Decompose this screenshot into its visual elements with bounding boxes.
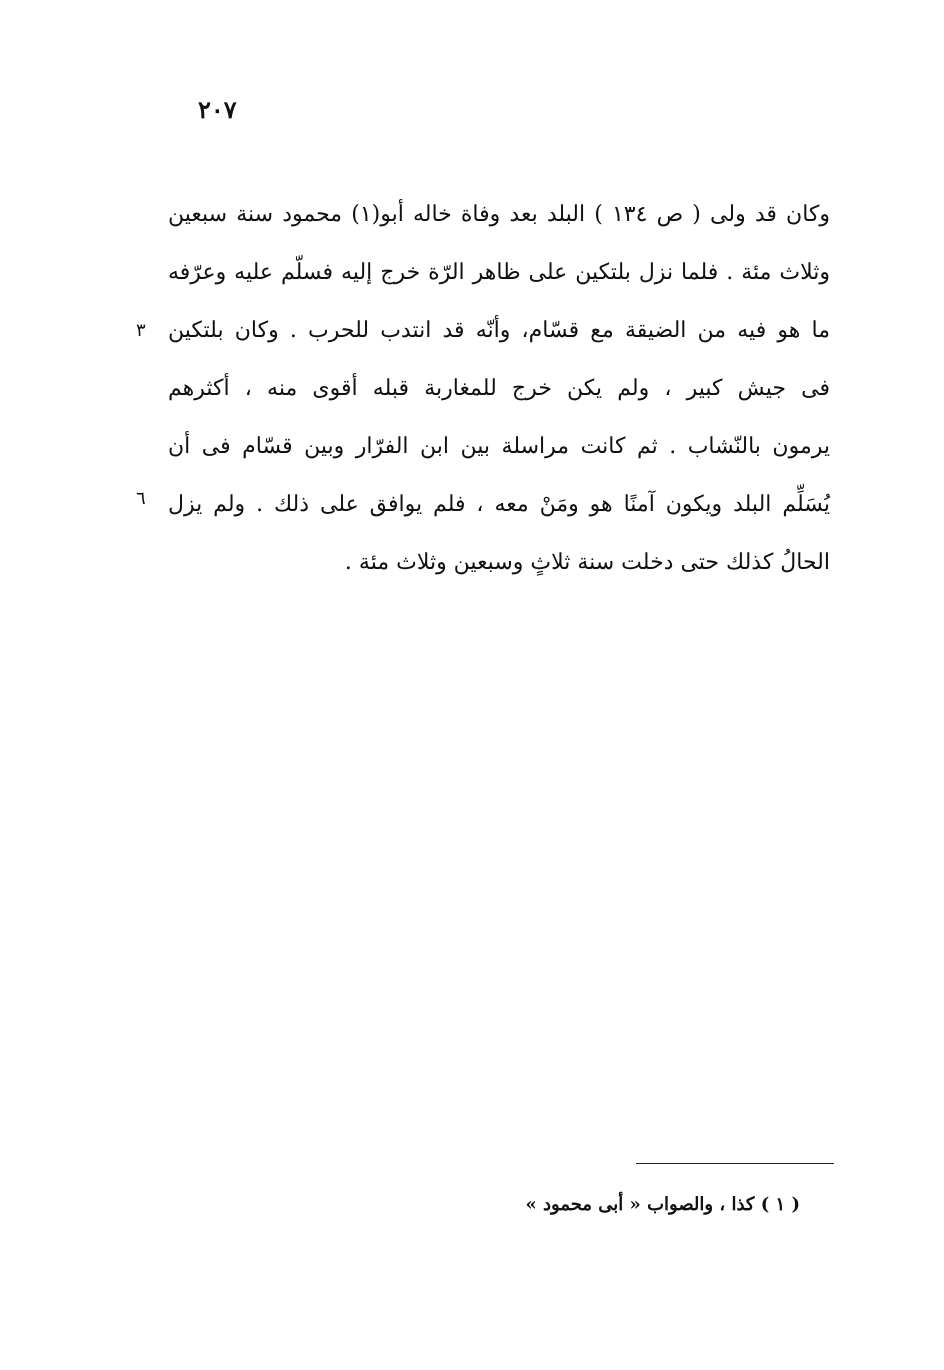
footnote: ( ١ ) كذا ، والصواب « أبى محمود » (525, 1194, 800, 1215)
body-text (168, 186, 830, 592)
text-line: فى جيش كبير ، ولم يكن خرج للمغاربة قبله أقوى منه ، أكثرهم (168, 376, 830, 401)
page-number: ٢٠٧ (198, 95, 237, 124)
text-line: وكان قد ولى ( ص ١٣٤ ) البلد بعد وفاة خاله أبو(١) محمود سنة سبعين (168, 202, 830, 227)
margin-line-number: ٣ (136, 320, 146, 341)
text-line: يُسَلِّم البلد ويكون آمنًا هو ومَنْ معه ، فلم يوافق على ذلك . ولم يزل (168, 492, 830, 517)
text-line: الحالُ كذلك حتى دخلت سنة ثلاثٍ وسبعين وثلاث مئة . (344, 550, 830, 575)
text-line: يرمون بالنّشاب . ثم كانت مراسلة بين ابن الفرّار وبين قسّام فى أن (168, 434, 830, 459)
margin-line-number: ٦ (136, 488, 146, 509)
text-line: ما هو فيه من الضيقة مع قسّام، وأنّه قد انتدب للحرب . وكان بلتكين (168, 318, 830, 343)
text-line: وثلاث مئة . فلما نزل بلتكين على ظاهر الرّة خرج إليه فسلّم عليه وعرّفه (168, 260, 830, 285)
footnote-divider (636, 1163, 834, 1164)
